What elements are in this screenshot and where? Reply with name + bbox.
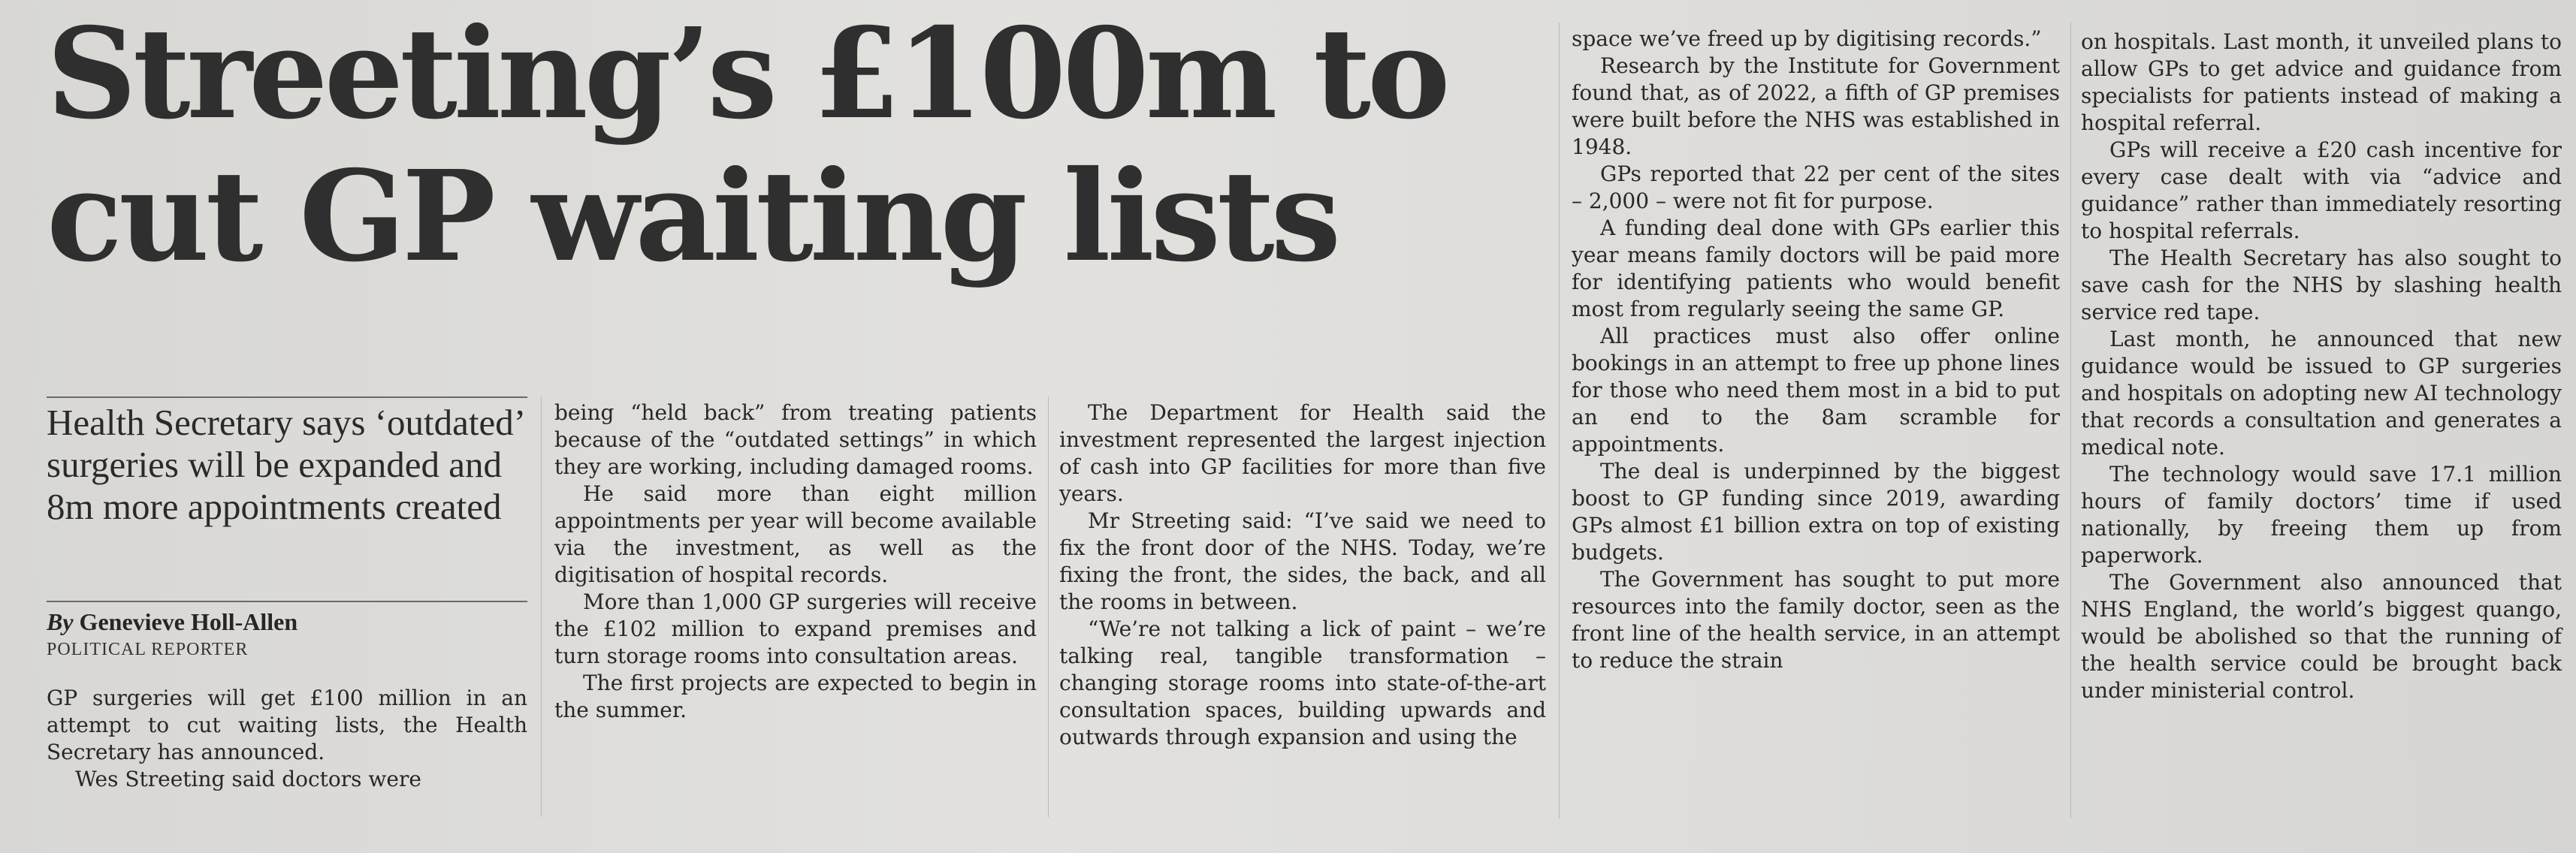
paragraph: He said more than eight million appointments per year will become available via the investment, as well as the digitisation of hospital records.	[554, 481, 1037, 587]
paragraph: space we’ve freed up by digitising records.”	[1572, 26, 2042, 51]
paragraph: More than 1,000 GP surgeries will receive the £102 million to expand premises and turn storage rooms into consultation areas.	[554, 589, 1037, 668]
paragraph: Research by the Institute for Government found that, as of 2022, a fifth of GP premises were built before the NHS was established in 1948.	[1572, 53, 2060, 159]
article-headline	[47, 3, 1564, 288]
body-column-5	[2081, 29, 2562, 704]
body-column-1	[47, 685, 527, 793]
paragraph: The deal is underpinned by the biggest boost to GP funding since 2019, awarding GPs almost £1 billion extra on top of existing budgets.	[1572, 459, 2060, 565]
standfirst: Health Secretary says ‘outdated’ surgeries will be expanded and 8m more appointments created	[47, 402, 524, 527]
byline-role: POLITICAL REPORTER	[47, 640, 249, 659]
column-rule-3	[1559, 23, 1560, 818]
paragraph: All practices must also offer online bookings in an attempt to free up phone lines for those who need them most in a bid to put an end to the 8am scramble for appointments.	[1572, 324, 2060, 457]
paragraph: The Health Secretary has also sought to save cash for the NHS by slashing health service red tape.	[2081, 246, 2562, 324]
column-rule-4	[2070, 23, 2071, 818]
paragraph: GPs reported that 22 per cent of the sites – 2,000 – were not fit for purpose.	[1572, 161, 2060, 213]
paragraph: on hospitals. Last month, it unveiled plans to allow GPs to get advice and guidance from specialists for patients instead of making a hospital referral.	[2081, 29, 2562, 135]
paragraph: “We’re not talking a lick of paint – we’re talking real, tangible transformation –changing storage rooms into state-of-the-art consultation spaces, building upwards and outwards through expansion and using the	[1059, 616, 1546, 749]
standfirst-bottom-rule	[47, 601, 527, 602]
headline-line-1: Streeting’s £100m to	[47, 1, 1447, 147]
paragraph: being “held back” from treating patients because of the “outdated settings” in which they are working, including damaged rooms.	[554, 400, 1037, 479]
byline-author: Genevieve Holl-Allen	[79, 608, 298, 635]
paragraph: Last month, he announced that new guidance would be issued to GP surgeries and hospitals on adopting new AI technology that records a consultation and generates a medical note.	[2081, 327, 2562, 460]
paragraph: Wes Streeting said doctors were	[75, 767, 421, 791]
paragraph: The technology would save 17.1 million hours of family doctors’ time if used nationally, by freeing them up from paperwork.	[2081, 462, 2562, 568]
paragraph: The Government also announced that NHS England, the world’s biggest quango, would be abolished so that the running of the health service could be brought back under ministerial control.	[2081, 570, 2562, 703]
headline-line-2: cut GP waiting lists	[47, 143, 1338, 290]
body-column-2	[554, 399, 1037, 724]
byline-prefix: By	[47, 608, 74, 635]
standfirst-top-rule	[47, 396, 527, 398]
paragraph: GPs will receive a £20 cash incentive for every case dealt with via “advice and guidance” rather than immediately resorting to hospital referrals.	[2081, 137, 2562, 243]
column-rule-1	[541, 396, 542, 817]
body-column-4	[1572, 26, 2060, 674]
body-column-3	[1059, 399, 1546, 751]
paragraph: Mr Streeting said: “I’ve said we need to fix the front door of the NHS. Today, we’re fixing the front, the sides, the back, and all the rooms in between.	[1059, 508, 1546, 614]
column-rule-2	[1048, 396, 1049, 817]
paragraph: The first projects are expected to begin in the summer.	[554, 671, 1037, 722]
paragraph: GP surgeries will get £100 million in an attempt to cut waiting lists, the Health Secretary has announced.	[47, 686, 527, 764]
paragraph: The Department for Health said the investment represented the largest injection of cash into GP facilities for more than five years.	[1059, 400, 1546, 506]
paragraph: The Government has sought to put more resources into the family doctor, seen as the front line of the health service, in an attempt to reduce the strain	[1572, 567, 2060, 673]
paragraph: A funding deal done with GPs earlier this year means family doctors will be paid more for identifying patients who would benefit most from regularly seeing the same GP.	[1572, 216, 2060, 321]
byline	[47, 607, 527, 637]
